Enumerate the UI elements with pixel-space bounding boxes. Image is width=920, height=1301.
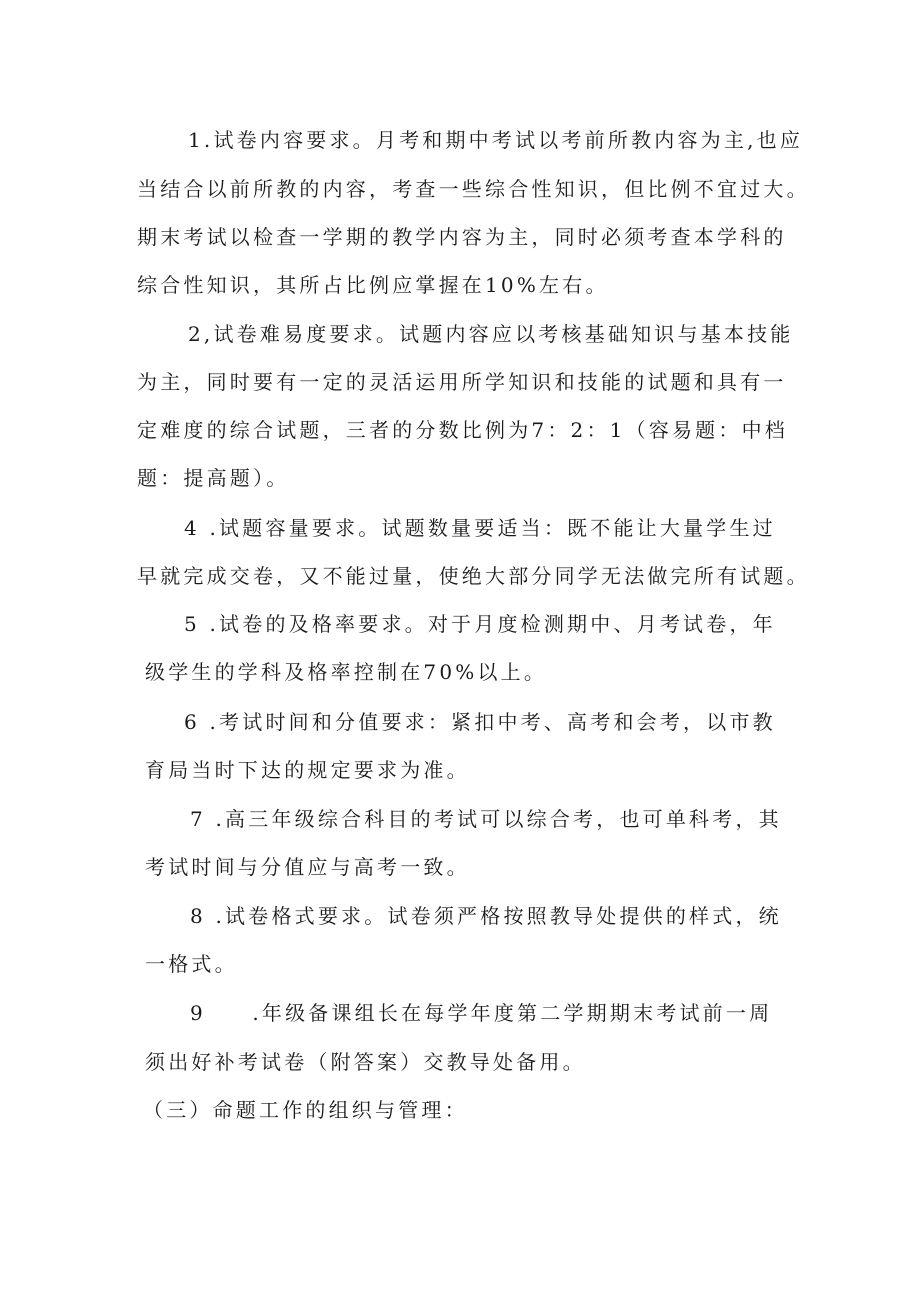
item-9-line-1: 9 .年级备课组长在每学年度第二学期期末考试前一周 (190, 1001, 773, 1025)
item-4-line-1: 4 .试题容量要求。试题数量要适当：既不能让大量学生过 (184, 516, 776, 540)
item-9-line-2: 须出好补考试卷（附答案）交教导处备用。 (145, 1050, 586, 1074)
item-7-line-1: 7 .高三年级综合科目的考试可以综合考，也可单科考，其 (190, 807, 782, 831)
item-2-line-3: 定难度的综合试题，三者的分数比例为7：2：1（容易题：中档 (137, 418, 788, 442)
item-4-line-2: 早就完成交卷，又不能过量，使绝大部分同学无法做完所有试题。 (137, 564, 810, 588)
item-7-line-2: 考试时间与分值应与高考一致。 (145, 855, 470, 879)
item-8-line-1: 8 .试卷格式要求。试卷须严格按照教导处提供的样式，统 (190, 904, 782, 928)
item-1-line-1: 1.试卷内容要求。月考和期中考试以考前所教内容为主,也应 (188, 128, 804, 152)
section-heading: （三）命题工作的组织与管理： (143, 1098, 468, 1122)
item-5-line-1: 5 .试卷的及格率要求。对于月度检测期中、月考试卷，年 (184, 612, 776, 636)
item-6-line-1: 6 .考试时间和分值要求：紧扣中考、高考和会考，以市教 (184, 710, 776, 734)
item-2-line-4: 题：提高题）。 (137, 466, 290, 490)
item-1-line-2: 当结合以前所教的内容，考查一些综合性知识，但比例不宜过大。 (137, 177, 810, 201)
item-5-line-2: 级学生的学科及格率控制在70%以上。 (145, 660, 548, 684)
item-1-line-3: 期末考试以检查一学期的教学内容为主，同时必须考查本学科的 (137, 225, 787, 249)
item-1-line-4: 综合性知识，其所占比例应掌握在10%左右。 (137, 273, 609, 297)
item-6-line-2: 育局当时下达的规定要求为准。 (145, 758, 470, 782)
item-8-line-2: 一格式。 (145, 952, 238, 976)
item-2-line-1: 2,试卷难易度要求。试题内容应以考核基础知识与基本技能 (188, 322, 794, 346)
item-2-line-2: 为主，同时要有一定的灵活运用所学知识和技能的试题和具有一 (137, 370, 787, 394)
